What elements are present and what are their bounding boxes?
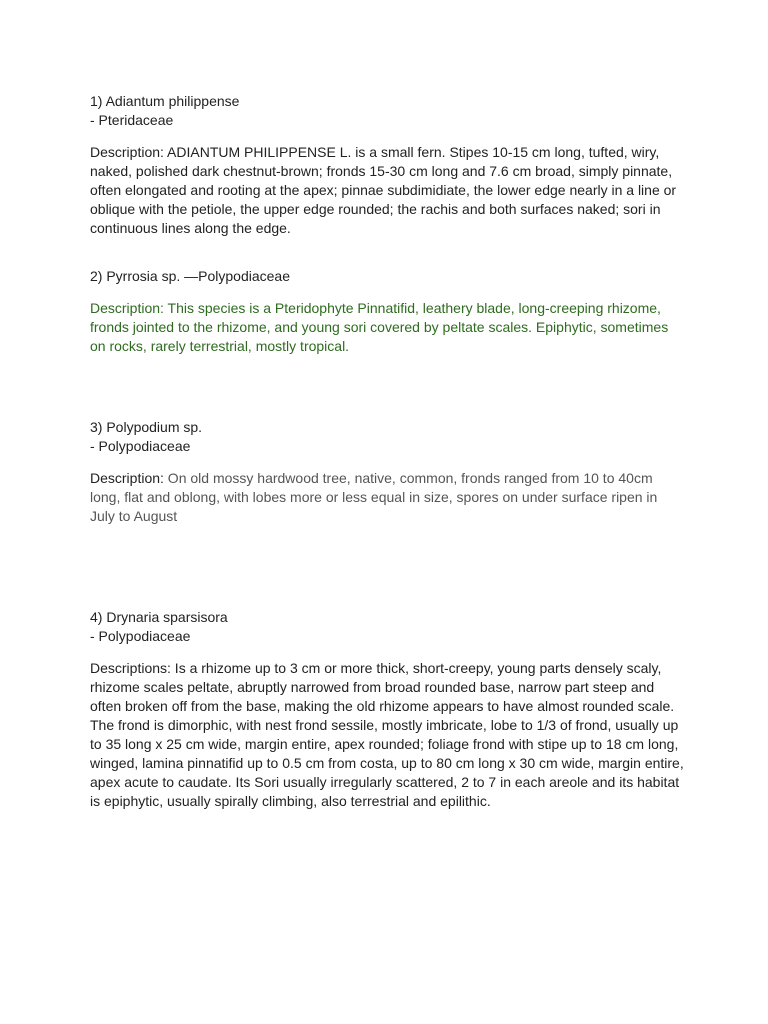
entry-drynaria (90, 608, 684, 811)
description-line: continuous lines along the edge. (90, 220, 291, 236)
description-line: On old mossy hardwood tree, native, common, fronds ranged from 10 to 40cm (163, 470, 653, 486)
entry-adiantum (90, 92, 680, 238)
document-body (90, 92, 684, 809)
description-line: on rocks, rarely terrestrial, mostly tropical. (90, 338, 350, 354)
description-line: apex acute to caudate. Its Sori usually irregularly scattered, 2 to 7 in each areole and its habitat (90, 774, 680, 790)
entry-family: - Pteridaceae (90, 112, 174, 128)
description-line: long, flat and oblong, with lobes more or less equal in size, spores on under surface ripen in (90, 489, 658, 505)
entry-description (90, 143, 680, 238)
description-line: rhizome scales peltate, abruptly narrowed from broad rounded base, narrow part steep and (90, 679, 655, 695)
entry-title: 1) Adiantum philippense (90, 93, 240, 109)
entry-description (90, 469, 680, 526)
entry-pyrrosia (90, 267, 680, 356)
description-label: Description: (90, 470, 164, 486)
description-line: winged, lamina pinnatifid up to 0.5 cm from costa, up to 80 cm long x 30 cm wide, margin entire, (90, 755, 684, 771)
description-line: is epiphytic, usually spirally climbing, also terrestrial and epilithic. (90, 793, 491, 809)
entry-title: 4) Drynaria sparsisora (90, 609, 228, 625)
entry-description (90, 659, 684, 811)
description-line: fronds jointed to the rhizome, and young sori covered by peltate scales. Epiphytic, sometimes (90, 319, 669, 335)
description-line: to 35 long x 25 cm wide, margin entire, apex rounded; foliage frond with stipe up to 18 cm long, (90, 736, 679, 752)
description-line: The frond is dimorphic, with nest frond sessile, mostly imbricate, lobe to 1/3 of frond, usually up (90, 717, 679, 733)
description-line: often broken off from the base, making the old rhizome appears to have almost rounded scale. (90, 698, 675, 714)
entry-family: - Polypodiaceae (90, 438, 191, 454)
entry-family: - Polypodiaceae (90, 628, 191, 644)
description-line: often elongated and rooting at the apex; pinnae subdimidiate, the lower edge nearly in a line or (90, 182, 677, 198)
entry-polypodium (90, 418, 680, 526)
description-line: July to August (90, 508, 178, 524)
description-line: Descriptions: Is a rhizome up to 3 cm or more thick, short-creepy, young parts densely scaly, (90, 660, 662, 676)
entry-description (90, 299, 680, 356)
description-line: Description: ADIANTUM PHILIPPENSE L. is a small fern. Stipes 10-15 cm long, tufted, wiry, (90, 144, 660, 160)
entry-title: 2) Pyrrosia sp. —Polypodiaceae (90, 268, 290, 284)
description-line: Description: This species is a Pteridophyte Pinnatifid, leathery blade, long-creeping rhizome, (90, 300, 661, 316)
description-line: naked, polished dark chestnut-brown; fronds 15-30 cm long and 7.6 cm broad, simply pinnate, (90, 163, 673, 179)
description-line: oblique with the petiole, the upper edge rounded; the rachis and both surfaces naked; sori in (90, 201, 661, 217)
entry-title: 3) Polypodium sp. (90, 419, 203, 435)
